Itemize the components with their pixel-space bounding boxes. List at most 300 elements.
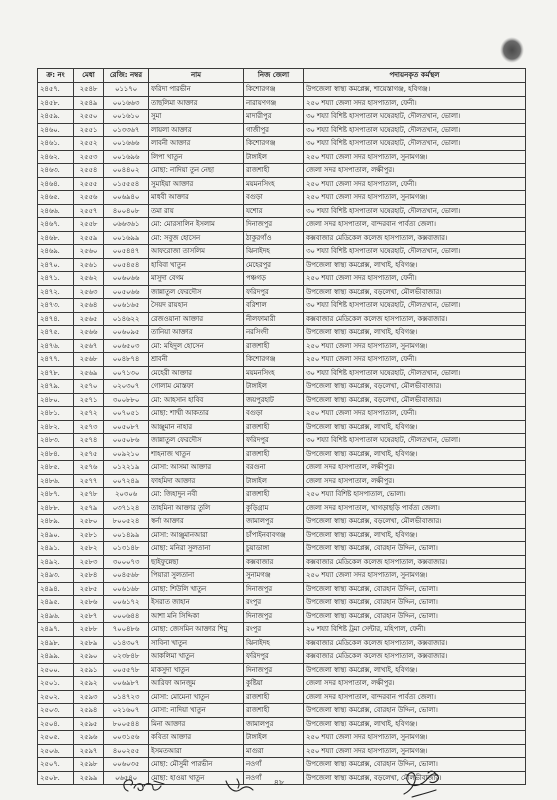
table-row <box>38 434 526 448</box>
table-row <box>38 366 526 380</box>
merit-cell <box>74 420 104 434</box>
reg-no-cell <box>104 501 149 515</box>
district-cell <box>244 528 304 542</box>
reg-no-cell-text: ০০৬১৭২ <box>112 598 140 606</box>
merit-cell <box>74 380 104 394</box>
district-cell-text: বগুড়া <box>246 193 263 201</box>
district-cell <box>244 596 304 610</box>
reg-no-cell <box>104 164 149 178</box>
table-row <box>38 501 526 515</box>
merit-cell <box>74 461 104 475</box>
name-cell <box>149 677 244 691</box>
name-cell-text: মোছা: জেসমিন আক্তার শিমু <box>151 625 228 633</box>
merit-cell-text: ২৫৭১ <box>79 395 98 404</box>
district-cell <box>244 488 304 502</box>
posting-cell-text: ২৫০ শয্যা জেলা সদর হাসপাতাল, সুনামগঞ্জ। <box>306 193 428 201</box>
serial-cell <box>38 204 74 218</box>
serial-cell <box>38 123 74 137</box>
district-cell-text: কুষ্টিয়া <box>246 679 263 687</box>
district-cell-text: ফরিদপুর <box>246 652 269 660</box>
district-cell-text: রাজশাহী <box>246 449 270 458</box>
table-row <box>38 717 526 731</box>
posting-cell <box>304 623 526 637</box>
reg-no-cell <box>104 150 149 164</box>
name-cell-text: জান্নাতুল ফেরদৌস <box>151 287 202 296</box>
table-body <box>38 83 526 785</box>
serial-cell-text: ২৪৬৭. <box>40 220 60 228</box>
posting-cell <box>304 164 526 178</box>
reg-no-cell <box>104 771 149 785</box>
merit-cell-text: ২৫৯৪ <box>79 706 98 714</box>
serial-cell <box>38 245 74 259</box>
header-posting <box>304 69 526 83</box>
serial-cell <box>38 744 74 758</box>
reg-no-cell-text: ০০১৪৯৯ <box>112 530 140 539</box>
reg-no-cell-text: ০০৯২১০ <box>112 449 140 458</box>
merit-cell-text: ২৫৮১ <box>79 530 98 539</box>
page-number: ৪৮ <box>273 778 285 787</box>
posting-cell <box>304 299 526 313</box>
merit-cell <box>74 650 104 664</box>
posting-cell <box>304 555 526 569</box>
merit-cell-text: ২৫৯০ <box>79 652 98 660</box>
header-merit-label: মেধা <box>82 71 95 79</box>
serial-cell-text: ২৫০২. <box>40 692 60 701</box>
serial-cell-text: ২৪৯৭. <box>40 625 60 633</box>
name-cell <box>149 312 244 326</box>
reg-no-cell <box>104 96 149 110</box>
district-cell <box>244 461 304 475</box>
district-cell-text: টাঙ্গাইল <box>246 382 267 390</box>
serial-cell-text: ২৪৯৩. <box>40 571 60 579</box>
reg-no-cell <box>104 596 149 610</box>
district-cell-text: নীলফামারী <box>246 314 276 323</box>
district-cell-text: রংপুর <box>246 625 262 633</box>
name-cell <box>149 609 244 623</box>
serial-cell <box>38 312 74 326</box>
posting-cell-text: জেলা সদর হাসপাতাল, লক্ষীপুর। <box>306 679 395 687</box>
merit-cell-text: ২৫৫৬ <box>79 193 98 201</box>
posting-cell <box>304 474 526 488</box>
posting-cell-text: উপজেলা স্বাস্থ্য কমপ্লেক্স, বোরহান উদ্দিন, ভোলা। <box>306 544 438 552</box>
posting-cell-text: উপজেলা স্বাস্থ্য কমপ্লেক্স, লাখাই, হবিগঞ্জ। <box>306 665 418 674</box>
reg-no-cell-text: ০৬৬৩৬১ <box>112 220 140 228</box>
district-cell <box>244 83 304 97</box>
posting-cell <box>304 407 526 421</box>
reg-no-cell-text: ০০৫০৮৭ <box>112 422 140 431</box>
serial-cell <box>38 177 74 191</box>
merit-cell <box>74 677 104 691</box>
reg-no-cell-text: ০০৬১৬৮ <box>112 584 140 593</box>
table-row <box>38 191 526 205</box>
posting-cell <box>304 83 526 97</box>
posting-cell <box>304 393 526 407</box>
posting-cell-text: ৩০ শয্যা বিশিষ্ট হাসপাতাল ঘষেরহাট, দৌলতখান, ভোলা। <box>306 436 461 444</box>
reg-no-cell <box>104 447 149 461</box>
serial-cell <box>38 501 74 515</box>
merit-cell-text: ২৫৫৪ <box>79 166 98 174</box>
district-cell <box>244 474 304 488</box>
reg-no-cell-text: ০০৭১৩০ <box>112 368 140 377</box>
merit-cell <box>74 285 104 299</box>
district-cell-text: ঠাকুরগাঁও <box>246 233 272 242</box>
name-cell <box>149 231 244 245</box>
posting-cell <box>304 191 526 205</box>
reg-no-cell-text: ০০৫০৬৬ <box>112 287 140 296</box>
reg-no-cell <box>104 690 149 704</box>
posting-cell-text: উপজেলা স্বাস্থ্য কমপ্লেক্স, বড়লেখা, মৌলভীবাজার। <box>306 395 442 404</box>
table-row <box>38 164 526 178</box>
serial-cell-text: ২৪৮২. <box>40 422 60 431</box>
merit-cell-text: ২৫৭৬ <box>79 463 98 471</box>
serial-cell-text: ২৪৯৬. <box>40 611 60 620</box>
reg-no-cell <box>104 245 149 259</box>
table-row <box>38 245 526 259</box>
district-cell-text: টাঙ্গাইল <box>246 152 267 161</box>
posting-cell-text: ২৫০ শয্যা জেলা সদর হাসপাতাল, সুনামগঞ্জ। <box>306 152 428 161</box>
merit-cell-text: ২৫৭০ <box>79 382 98 390</box>
table-row <box>38 326 526 340</box>
reg-no-cell <box>104 407 149 421</box>
table-row <box>38 177 526 191</box>
table-row <box>38 137 526 151</box>
serial-cell <box>38 609 74 623</box>
reg-no-cell <box>104 582 149 596</box>
name-cell <box>149 555 244 569</box>
merit-cell-text: ২৫৮২ <box>79 544 98 552</box>
name-cell-text: আকলিমা খাতুন <box>151 652 195 660</box>
posting-cell-text: জেলা সদর হাসপাতাল, বান্দরবান পার্বত্য জেলা। <box>306 220 436 228</box>
merit-cell-text: ২৫৮০ <box>79 517 98 525</box>
name-cell-text: মাধবী আক্তার <box>151 193 189 201</box>
posting-cell <box>304 596 526 610</box>
posting-cell <box>304 380 526 394</box>
header-merit <box>74 69 104 83</box>
serial-cell <box>38 110 74 124</box>
district-cell <box>244 447 304 461</box>
merit-cell <box>74 299 104 313</box>
header-district <box>244 69 304 83</box>
name-cell <box>149 258 244 272</box>
district-cell-text: টাঙ্গাইল <box>246 476 267 485</box>
posting-cell <box>304 515 526 529</box>
name-cell <box>149 582 244 596</box>
posting-cell-text: কক্সবাজার মেডিকেল কলেজ হাসপাতাল, কক্সবাজার। <box>306 557 448 566</box>
merit-cell-text: ২৫৫৮ <box>79 220 98 228</box>
serial-cell <box>38 339 74 353</box>
table-row <box>38 110 526 124</box>
posting-cell-text: উপজেলা স্বাস্থ্য কমপ্লেক্স, লাখাই, হবিগঞ্জ। <box>306 328 418 336</box>
district-cell <box>244 231 304 245</box>
serial-cell <box>38 596 74 610</box>
reg-no-cell <box>104 528 149 542</box>
serial-cell <box>38 569 74 583</box>
header-name-label: নাম <box>190 71 202 79</box>
name-cell-text: মোছা: শিউলি খাতুন <box>151 584 207 593</box>
district-cell-text: ময়মনসিংহ <box>246 368 275 377</box>
serial-cell-text: ২৪৬৫. <box>40 193 60 201</box>
posting-cell <box>304 650 526 664</box>
reg-no-cell-text: ০০১৬১০ <box>112 112 140 120</box>
district-cell-text: চুয়াডাঙ্গা <box>246 544 270 552</box>
table-row <box>38 555 526 569</box>
merit-cell <box>74 123 104 137</box>
reg-no-cell-text: ০০১৬৯৯ <box>112 233 140 242</box>
name-cell <box>149 690 244 704</box>
name-cell <box>149 123 244 137</box>
posting-cell-text: ২৫০ শয্যা জেলা সদর হাসপাতাল, ফেনী। <box>306 409 417 417</box>
district-cell-text: দিনাজপুর <box>246 584 272 593</box>
reg-no-cell <box>104 285 149 299</box>
header-reg-no-label: রেজি: নম্বর <box>109 71 143 79</box>
header-serial <box>38 69 74 83</box>
merit-cell-text: ২৫৫৩ <box>79 152 98 161</box>
table-row <box>38 731 526 745</box>
district-cell <box>244 245 304 259</box>
table-row <box>38 650 526 664</box>
reg-no-cell-text: ০০৫৪৪৭ <box>112 247 140 255</box>
table-row <box>38 758 526 772</box>
name-cell <box>149 731 244 745</box>
reg-no-cell-text: ০১৩১৪৮ <box>112 544 140 552</box>
serial-cell-text: ২৪৮১. <box>40 409 60 417</box>
district-cell <box>244 299 304 313</box>
posting-cell <box>304 744 526 758</box>
reg-no-cell-text: ০১২২১৯ <box>112 463 140 471</box>
posting-cell-text: জেলা সদর হাসপাতাল, লক্ষীপুর। <box>306 166 395 174</box>
serial-cell <box>38 420 74 434</box>
reg-no-cell-text: ০০৬৯৪০ <box>112 193 140 201</box>
serial-cell <box>38 690 74 704</box>
name-cell <box>149 380 244 394</box>
header-row <box>38 69 526 83</box>
name-cell <box>149 461 244 475</box>
name-cell <box>149 272 244 286</box>
table-row <box>38 272 526 286</box>
merit-cell-text: ২৫৬৬ <box>79 328 98 336</box>
posting-cell <box>304 501 526 515</box>
merit-cell-text: ২৫৬৭ <box>79 341 98 350</box>
merit-cell <box>74 758 104 772</box>
posting-cell <box>304 339 526 353</box>
name-cell-text: আশা মনি সিদ্দিকা <box>151 611 200 620</box>
name-cell-text: ফাহমিদা আক্তার <box>151 476 196 485</box>
name-cell-text: আঞ্জুমান নাহার <box>151 422 193 431</box>
district-cell <box>244 758 304 772</box>
district-cell-text: রাজশাহী <box>246 706 270 714</box>
serial-cell-text: ২৪৮০. <box>40 395 60 404</box>
serial-cell-text: ২৪৮৫. <box>40 463 60 471</box>
reg-no-cell <box>104 542 149 556</box>
posting-cell <box>304 758 526 772</box>
serial-cell-text: ২৪৭৩. <box>40 301 60 309</box>
district-cell-text: দিনাজপুর <box>246 220 272 228</box>
posting-cell-text: উপজেলা স্বাস্থ্য কমপ্লেক্স, লাখাই, হবিগঞ্জ। <box>306 422 418 431</box>
district-cell <box>244 96 304 110</box>
name-cell <box>149 744 244 758</box>
reg-no-cell-text: ০০৩১৫৬ <box>112 733 140 741</box>
district-cell <box>244 258 304 272</box>
serial-cell <box>38 83 74 97</box>
reg-no-cell <box>104 312 149 326</box>
table-row <box>38 204 526 218</box>
table-row <box>38 123 526 137</box>
name-cell <box>149 164 244 178</box>
merit-cell-text: ২৫৯৯ <box>79 773 98 782</box>
merit-cell <box>74 447 104 461</box>
posting-cell <box>304 258 526 272</box>
serial-cell-text: ২৪৯০. <box>40 530 60 539</box>
serial-cell-text: ২৪৭৫. <box>40 328 60 336</box>
district-cell-text: ঝিনাইদহ <box>246 247 270 255</box>
serial-cell-text: ২৪৫৭. <box>40 85 60 93</box>
merit-cell-text: ২৫৪৯ <box>79 98 98 107</box>
serial-cell <box>38 218 74 232</box>
table-header <box>38 69 526 83</box>
merit-cell <box>74 501 104 515</box>
district-cell-text: দিনাজপুর <box>246 665 272 674</box>
posting-cell-text: কক্সবাজার মেডিকেল কলেজ হাসপাতাল, কক্সবাজার। <box>306 233 448 242</box>
name-cell <box>149 177 244 191</box>
table-row <box>38 582 526 596</box>
district-cell-text: জামালপুর <box>246 517 274 525</box>
district-cell <box>244 204 304 218</box>
serial-cell-text: ২৪৯১. <box>40 544 60 552</box>
name-cell <box>149 191 244 205</box>
reg-no-cell-text: ৪০০২৫৫ <box>112 746 140 755</box>
posting-cell-text: ২৫০ শয্যা জেলা সদর হাসপাতাল, সুনামগঞ্জ। <box>306 571 428 579</box>
merit-cell <box>74 731 104 745</box>
serial-cell-text: ২৪৬৮. <box>40 233 60 242</box>
name-cell-text: রেজওয়ানা আক্তার <box>151 314 203 323</box>
posting-cell <box>304 177 526 191</box>
serial-cell-text: ২৪৯৪. <box>40 584 60 593</box>
name-cell <box>149 366 244 380</box>
posting-cell <box>304 123 526 137</box>
posting-cell-text: উপজেলা স্বাস্থ্য কমপ্লেক্স, লাখাই, হবিগঞ্জ। <box>306 530 418 539</box>
name-cell-text: মোসা: নাদিয়া খাতুন <box>151 706 206 714</box>
posting-cell-text: উপজেলা স্বাস্থ্য কমপ্লেক্স, বোরহান উদ্দিন, ভোলা। <box>306 598 438 606</box>
posting-cell-text: ৩০ শয্যা বিশিষ্ট হাসপাতাল ঘষেরহাট, দৌলতখান, ভোলা। <box>306 139 461 147</box>
name-cell <box>149 110 244 124</box>
merit-cell <box>74 582 104 596</box>
posting-cell <box>304 218 526 232</box>
header-name <box>149 69 244 83</box>
reg-no-cell <box>104 272 149 286</box>
serial-cell-text: ২৪৫৮. <box>40 98 60 107</box>
posting-cell-text: ৩০ শয্যা বিশিষ্ট হাসপাতাল ঘষেরহাট, দৌলতখান, ভোলা। <box>306 112 461 120</box>
name-cell <box>149 353 244 367</box>
posting-cell-text: উপজেলা স্বাস্থ্য কমপ্লেক্স, বড়লেখা, মৌলভীবাজার। <box>306 517 442 525</box>
posting-cell-text: কক্সবাজার মেডিকেল কলেজ হাসপাতাল, কক্সবাজার। <box>306 638 448 647</box>
name-cell-text: মাসুদা বেগম <box>151 274 184 282</box>
name-cell <box>149 96 244 110</box>
reg-no-cell-text: ৩০০৮৮০ <box>112 395 140 404</box>
posting-cell-text: ৩০ শয্যা বিশিষ্ট হাসপাতাল ঘষেরহাট, দৌলতখান, ভোলা। <box>306 247 461 255</box>
district-cell-text: মাগুরা <box>246 746 264 755</box>
serial-cell <box>38 650 74 664</box>
serial-cell <box>38 191 74 205</box>
reg-no-cell <box>104 191 149 205</box>
table-row <box>38 690 526 704</box>
posting-cell-text: ২৫০ শয্যা জেলা সদর হাসপাতাল, সুনামগঞ্জ। <box>306 341 428 350</box>
name-cell-text: কবিতা আক্তার <box>151 733 191 741</box>
merit-cell <box>74 353 104 367</box>
name-cell-text: মো: মহিদুল হোসেন <box>151 341 204 350</box>
district-cell <box>244 420 304 434</box>
reg-no-cell-text: ০০৬০৩৫ <box>112 760 140 768</box>
reg-no-cell <box>104 488 149 502</box>
reg-no-cell <box>104 636 149 650</box>
merit-cell-text: ২৫৭৯ <box>79 503 98 512</box>
name-cell <box>149 218 244 232</box>
district-cell-text: ফরিদপুর <box>246 287 269 296</box>
reg-no-cell-text: ০০৬৯৮৭ <box>112 679 140 687</box>
name-cell-text: জান্নাতুল ফেরদৌস <box>151 436 202 444</box>
reg-no-cell-text: ০০৭২৪৯ <box>112 476 140 485</box>
table-row <box>38 636 526 650</box>
name-cell-text: মিনা আক্তার <box>151 719 186 728</box>
reg-no-cell-text: ০০৫০৮৬ <box>112 436 140 444</box>
name-cell <box>149 501 244 515</box>
name-cell-text: শাহনাজ খাতুন <box>151 449 191 458</box>
table-row <box>38 393 526 407</box>
reg-no-cell <box>104 623 149 637</box>
merit-cell-text: ২৫৯৬ <box>79 733 98 741</box>
district-cell-text: নরসিংদী <box>246 328 269 336</box>
name-cell-text: তাছলিমা আক্তার <box>151 98 198 107</box>
posting-cell-text: ৩০ শয্যা বিশিষ্ট হাসপাতাল ঘষেরহাট, দৌলতখান, ভোলা। <box>306 301 461 309</box>
merit-cell <box>74 366 104 380</box>
serial-cell-text: ২৪৫৯. <box>40 112 60 120</box>
district-cell <box>244 609 304 623</box>
table-row <box>38 542 526 556</box>
reg-no-cell <box>104 204 149 218</box>
merit-cell <box>74 663 104 677</box>
merit-cell-text: ২৫৬১ <box>79 260 98 269</box>
serial-cell-text: ২৪৭২. <box>40 287 60 296</box>
header-reg-no <box>104 69 149 83</box>
table-row <box>38 218 526 232</box>
serial-cell-text: ২৫০৪. <box>40 719 60 728</box>
reg-no-cell <box>104 420 149 434</box>
reg-no-cell-text: ৩০০০৭৩ <box>112 557 140 566</box>
table-row <box>38 407 526 421</box>
posting-cell-text: ২৫০ শয্যা বিশিষ্ট হাসপাতাল, ভোলা। <box>306 490 406 498</box>
posting-cell-text: ২৫০ শয্যা জেলা সদর হাসপাতাল, সুনামগঞ্জ। <box>306 746 428 755</box>
table-row <box>38 83 526 97</box>
district-cell-text: রাজশাহী <box>246 166 270 174</box>
district-cell <box>244 434 304 448</box>
merit-cell <box>74 164 104 178</box>
table-row <box>38 461 526 475</box>
posting-cell <box>304 353 526 367</box>
table-row <box>38 488 526 502</box>
posting-cell <box>304 447 526 461</box>
serial-cell-text: ২৪৮৪. <box>40 449 60 458</box>
merit-cell <box>74 393 104 407</box>
merit-cell <box>74 623 104 637</box>
name-cell-text: তানিয়া আক্তার <box>151 328 193 336</box>
merit-cell-text: ২৫৮৯ <box>79 638 98 647</box>
district-cell <box>244 177 304 191</box>
district-cell <box>244 542 304 556</box>
serial-cell-text: ২৫০৩. <box>40 706 60 714</box>
table-row <box>38 596 526 610</box>
table-row <box>38 623 526 637</box>
district-cell <box>244 690 304 704</box>
serial-cell <box>38 326 74 340</box>
